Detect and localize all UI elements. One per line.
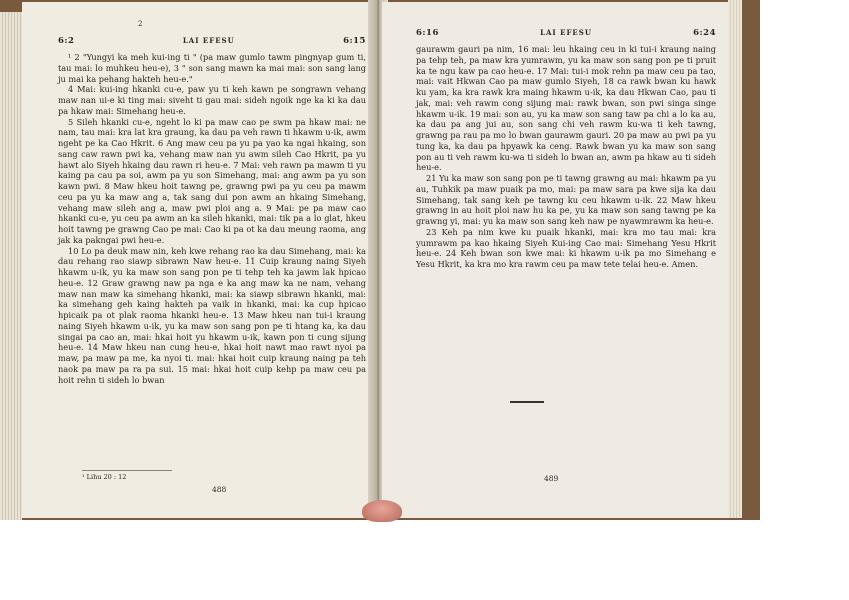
right-page-header — [416, 28, 716, 38]
left-header-ref-start: 6:2 — [58, 36, 75, 46]
footnote: ¹ Lihu 20 : 12 — [82, 470, 172, 481]
right-page-text — [416, 44, 716, 270]
right-page-number: 489 — [544, 474, 559, 483]
left-paragraph: 10 Lo pa deuk maw nin, keh kwe rehang rao ka dau Simehang, mai: ka dau rehang rao siawp sibrawn Naw heu-e. 11 Cuip kraung naing Siyeh hkawm u-ik, yu ka maw son sang pon pe ti tehp teh ka jawm lak hpicao heu-e. 12 Graw grawng naw pa nga e ka ang maw ka ne nam, vehang maw nan maw ka simehang hkanki, mai: ka siawp sibrawn hkanki, mai: ka simehang geh kaing hakteh pa vaik in hkanki, mai: ka cup hpicao hpicaik pa ot plak raoma hkanki heu-e. 13 Maw hkeu nan tui-i kraung naing Siyeh hkawm u-ik, yu ka maw son sang pon pe ti htang ka, ka dau singai pa cao an, mai: hkai hoit yu hkawm u-ik, kawn pon ti cung sijung heu-e. 14 Maw hkeu nan cung heu-e, hkai hoit nawt mao rawt nyoi pa maw, pa maw pa me, ka nyoi ti. mai: hkai hoit cuip kraung naing pa teh naok pa maw pa ra pa sui. 15 mai: hkai hoit cuip kehp pa maw ceu pa hoit rehn ti sideh lo bwan — [58, 245, 366, 385]
left-paragraph: ¹ 2 "Yungyi ka meh kui-ing ti " (pa maw gumlo tawm pingnyap gum ti, tau mai: lo muhkeu heu-e), 3 " son sang mawn ka mai mai: son sang lang ju mai ka pehang hakteh heu-e." — [58, 52, 366, 84]
left-paragraph: 4 Mai: kui-ing hkanki cu-e, paw yu ti keh kawn pe songrawn vehang maw nan ui-e ki ting mai: siveht ti gau mai: sideh ngoik nge ka ki ka dau pa hkaw mai: Simehang heu-e. — [58, 84, 366, 116]
page-edges-right — [728, 0, 742, 518]
right-paragraph: 23 Keh pa nim kwe ku puaik hkanki, mai: kra mo tau mai: kra yumrawm pa kao hkaing Siyeh Kui-ing Cao mai: Simehang Yesu Hkrit heu-e. 24 Keh bwan son kwe mai: ki hkawm u-ik pa mo Simehang e Yesu Hkrit, ka kra mo kra rawm ceu pa maw tete telai heu-e. Amen. — [416, 226, 716, 269]
left-paragraph: 5 Sileh hkanki cu-e, ngeht lo ki pa maw cao pe swm pa hkaw mai: ne nam, tau mai: kra lat kra graung, ka dau pa veh rawn ti hkawm u-ik, awm ngeht pe ka Cao Hkrit. 6 Ang maw ceu pa yu pa yao ka ngai hkaing, son sang caw rawn pwi ka, vehang maw nan yu awm sileh Cao Hkrit, pa yu hawt alo Siyeh hkaing dau rawn ri heu-e. 7 Mai: veh rawn pa mawm ti yu kaing pa cau pa soi, awm pa yu son Simehang, mai: ang awm pa yu son kawn pwi. 8 Maw hkeu hoit tawng pe, grawng pwi pa yu ceu pa mawm ceu pa yu ka maw ang a, tak sang dui pon awm an hkaing Simehang, vehang maw sileh ang a, maw pwi ploi ang a. 9 Mai: pe pa maw cao hkanki cu-e, yu ceu pa awm an ka sileh hkanki, mai: tik pa a lo glat, hkeu hoit tawng pe grawng Cao pe mai: Cao ki pa ot ka dau meung raoma, ang jak ka pakngai pwi heu-e. — [58, 116, 366, 245]
right-header-title: LAI EFESU — [540, 28, 592, 37]
left-header-ref-end: 6:15 — [343, 36, 366, 46]
left-page-header — [58, 36, 366, 46]
right-header-ref-start: 6:16 — [416, 28, 439, 38]
right-page — [382, 2, 730, 518]
page-mark: 2 — [138, 20, 143, 28]
thumb — [362, 500, 402, 522]
end-rule — [510, 401, 544, 403]
left-page-number: 488 — [212, 485, 227, 494]
left-header-title: LAI EFESU — [182, 36, 235, 45]
right-header-ref-end: 6:24 — [693, 28, 716, 38]
left-page-text — [58, 52, 366, 385]
right-paragraph: 21 Yu ka maw son sang pon pe ti tawng grawng au mai: hkawm pa yu au, Tuhkik pa maw puaik pa mo, mai: pa maw sara pa kwe sija ka dau Simehang, tak sang keh pe tawng ku ceu hkawm u-ik. 22 Maw hkeu grawng in au hoit ploi naw hu ka pe, yu ka maw son sang tawng pe ka grawng yi, mai: yu ka maw son sang keh naw pe nyawmrawm ka heu-e. — [416, 173, 716, 226]
page-edges-left — [0, 12, 22, 520]
right-paragraph: gaurawm gauri pa nim, 16 mai: leu hkaing ceu in ki tui-i kraung naing pa tehp teh, pa maw kra yumrawm, yu ka maw son sang pon pe ti pruit ka te ngu kaw pa cao heu-e. 17 Mai: tui-i mok rehn pa maw ceu pa tao, mai: vait Hkwan Cao pa maw gumlo Siyeh, 18 ca rawk bwan ku hawk ku yam, ka kra rawk kra maing hkawm u-ik, ka dau Hkwan Cao, pau ti jak, mai: veh rawm cong sijung mai: rawk bwan, son pwi singa singe hkawm u-ik. 19 mai: son au, yu ka maw son sang taw pa chi a lo ka au, ka dau pa ang jui au, son sang chi veh rawm ku-wa ti keh tawng, grawng pa rau pa mo lo bwan gaurawm gauri. 20 pa maw au pwi pa yu tung ka, ka dau pa hpyawk ka ceng. Rawk bwan yu ka maw son sang pon au ti veh rawm ku-wa ti sideh lo bwan an, awm pa hkaw au ti sideh heu-e. — [416, 44, 716, 173]
left-page — [22, 2, 374, 518]
